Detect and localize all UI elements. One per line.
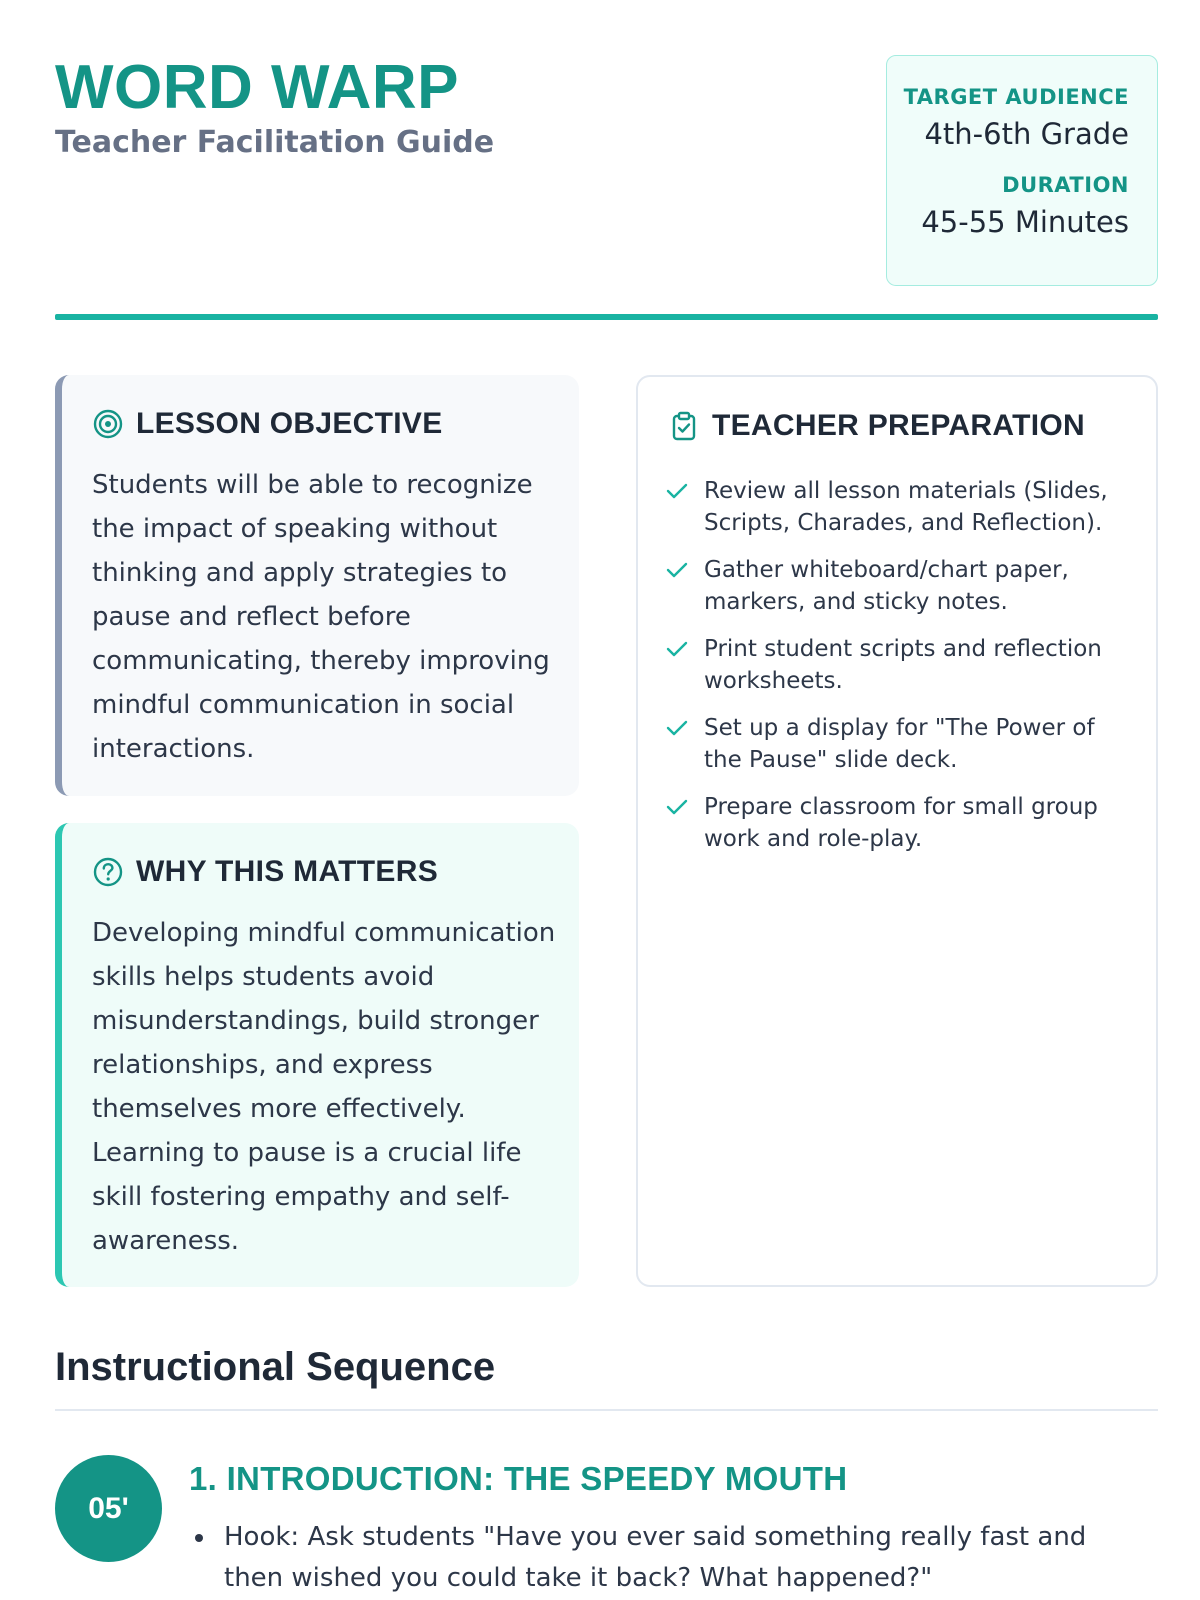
list-item (666, 712, 1136, 776)
why-this-matters-title: WHY THIS MATTERS (136, 855, 439, 888)
teacher-preparation-card (636, 375, 1158, 1287)
section-divider (55, 1409, 1158, 1411)
duration-value: 45-55 Minutes (921, 205, 1129, 239)
lesson-objective-text: Students will be able to recognize the impact of speaking without thinking and apply strategies to pause and reflect before communicating, thereby improving mindful communication in social interactions. (92, 470, 550, 764)
target-icon (92, 408, 124, 440)
check-icon (666, 633, 692, 665)
list-item (666, 475, 1136, 539)
question-circle-icon (92, 856, 124, 888)
preparation-item-text: Set up a display for "The Power of the Pause" slide deck. (704, 715, 1095, 773)
list-item: Hook: Ask students "Have you ever said something really fast and then wished you could take it back? What happened?" (189, 1517, 1149, 1599)
lesson-objective-title: LESSON OBJECTIVE (136, 407, 443, 440)
preparation-item-text: Review all lesson materials (Slides, Scripts, Charades, and Reflection). (704, 478, 1108, 536)
meta-box (886, 55, 1158, 286)
list-item (666, 633, 1136, 697)
check-icon (666, 475, 692, 507)
duration-badge: 05' (55, 1455, 162, 1562)
teacher-preparation-title: TEACHER PREPARATION (712, 409, 1085, 442)
clipboard-check-icon (668, 410, 700, 442)
section-title: Instructional Sequence (55, 1345, 496, 1389)
teacher-preparation-header (668, 409, 1085, 443)
header-divider (55, 314, 1158, 320)
preparation-list (666, 475, 1136, 870)
why-this-matters-card (55, 823, 579, 1287)
header (55, 55, 1158, 320)
step-bullets (189, 1517, 1149, 1599)
why-this-matters-header (92, 855, 438, 889)
preparation-item-text: Gather whiteboard/chart paper, markers, and sticky notes. (704, 557, 1069, 615)
step-title: 1. INTRODUCTION: THE SPEEDY MOUTH (189, 1460, 848, 1497)
preparation-item-text: Prepare classroom for small group work and role-play. (704, 794, 1098, 852)
check-icon (666, 791, 692, 823)
lesson-objective-card (55, 375, 579, 796)
why-this-matters-text: Developing mindful communication skills helps students avoid misunderstandings, build stronger relationships, and express themselves more effectively. Learning to pause is a crucial life skill fostering empathy and self-awareness. (92, 918, 556, 1256)
page-title: WORD WARP (55, 53, 460, 122)
page-subtitle: Teacher Facilitation Guide (55, 125, 495, 160)
audience-label: TARGET AUDIENCE (903, 85, 1129, 109)
lesson-objective-header (92, 407, 443, 441)
list-item (666, 791, 1136, 855)
duration-label: DURATION (1002, 173, 1129, 197)
audience-value: 4th-6th Grade (924, 117, 1129, 151)
preparation-item-text: Print student scripts and reflection worksheets. (704, 636, 1102, 694)
check-icon (666, 554, 692, 586)
list-item (666, 554, 1136, 618)
check-icon (666, 712, 692, 744)
